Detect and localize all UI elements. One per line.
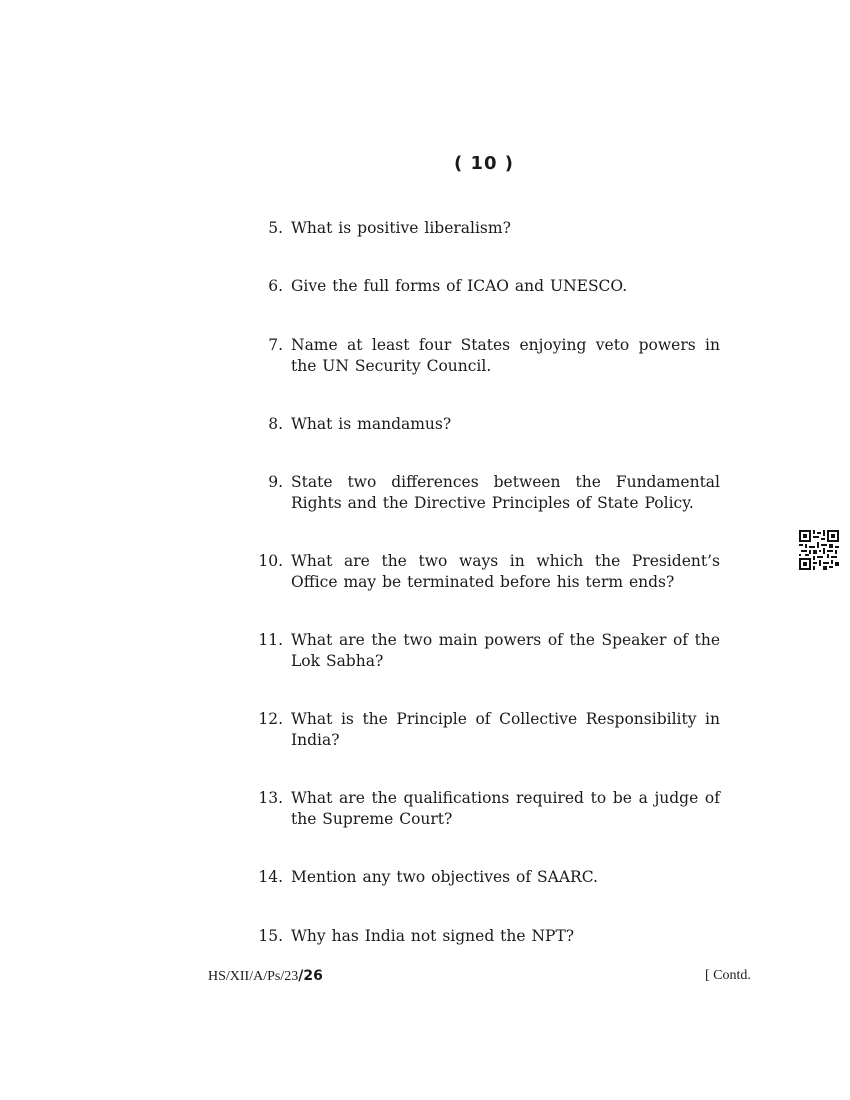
paper-code [208, 968, 323, 985]
page-number: ( 10 ) [453, 153, 515, 174]
question-number: 5. [268, 219, 283, 237]
question-text: What are the two main powers of the Speaker of the Lok Sabha? [291, 631, 720, 670]
question-text: State two differences between the Fundamental Rights and the Directive Principles of State Policy. [291, 473, 720, 512]
question-text: What are the qualifications required to be a judge of the Supreme Court? [291, 789, 720, 828]
question-7 [240, 335, 720, 377]
paper-code-suffix: /26 [298, 968, 323, 984]
question-text: What is positive liberalism? [291, 219, 511, 237]
question-6 [240, 276, 720, 297]
question-number: 9. [268, 473, 283, 491]
question-number: 8. [268, 415, 283, 433]
question-number: 13. [258, 789, 283, 807]
question-number: 15. [258, 927, 283, 945]
qr-code-icon [799, 530, 839, 570]
question-number: 7. [268, 336, 283, 354]
question-13 [240, 788, 720, 830]
question-number: 11. [258, 631, 283, 649]
question-number: 6. [268, 277, 283, 295]
question-10 [240, 551, 720, 593]
question-number: 10. [258, 552, 283, 570]
question-number: 14. [258, 868, 283, 886]
question-5 [240, 218, 720, 239]
continued-label: [ Contd. [705, 968, 751, 983]
question-12 [240, 709, 720, 751]
question-text: Give the full forms of ICAO and UNESCO. [291, 277, 628, 295]
question-text: What are the two ways in which the President’s Office may be terminated before his term ends? [291, 552, 720, 591]
question-text: What is mandamus? [291, 415, 452, 433]
question-text: Name at least four States enjoying veto powers in the UN Security Council. [291, 336, 720, 375]
question-text: Why has India not signed the NPT? [291, 927, 575, 945]
question-14 [240, 867, 720, 888]
question-8 [240, 414, 720, 435]
question-9 [240, 472, 720, 514]
question-15 [240, 926, 720, 947]
question-11 [240, 630, 720, 672]
question-text: Mention any two objectives of SAARC. [291, 868, 598, 886]
paper-code-prefix: HS/XII/A/Ps/23 [208, 969, 299, 984]
question-text: What is the Principle of Collective Responsibility in India? [291, 710, 720, 749]
question-number: 12. [258, 710, 283, 728]
